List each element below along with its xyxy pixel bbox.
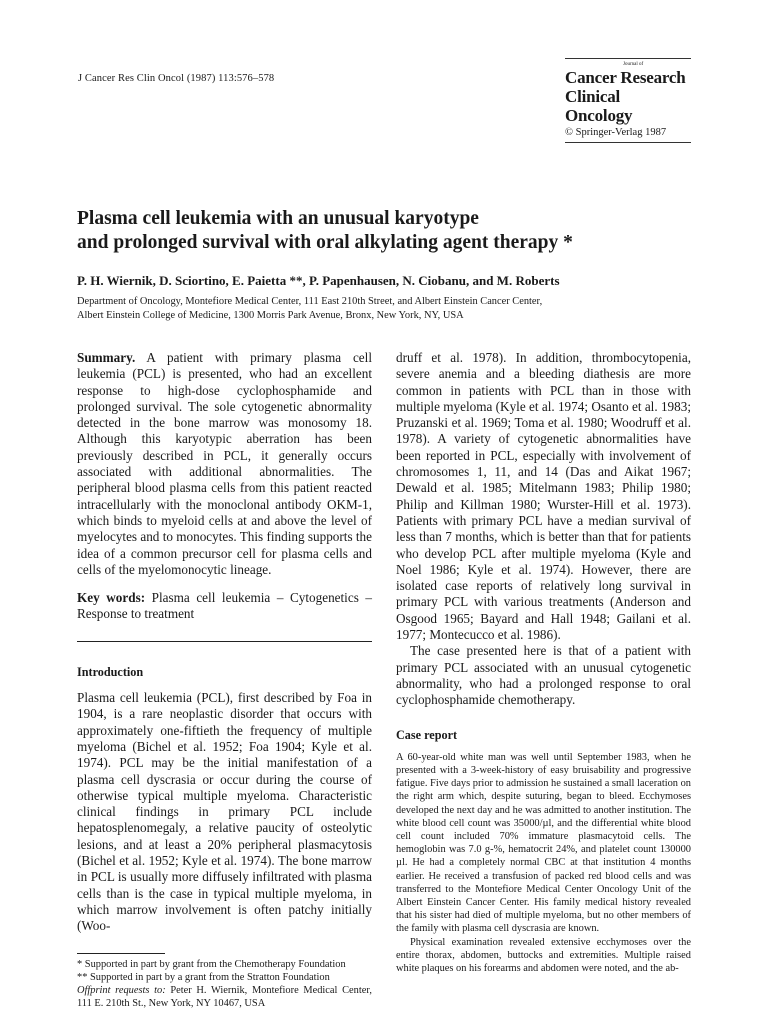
title-line-1: Plasma cell leukemia with an unusual karyotype [77,208,479,229]
summary [77,350,372,578]
offprint-text: Peter H. Wiernik, Montefiore Medical Center, 111 E. 210th St., New York, NY 10467, USA [77,984,372,1009]
offprint-label: Offprint requests to: [77,984,166,996]
offprint-note [77,984,372,1010]
logo-top-rule [565,58,691,59]
case-report-para-2: Physical examination revealed extensive ecchymoses over the entire thorax, abdomen, buttocks and extremities. Multiple raised white plaques on his forearms and abdomen were noted, and the ab- [396,936,691,975]
introduction-para-2: The case presented here is that of a patient with primary PCL associated with an unusual cytogenetic abnormality, who had a prolonged response to oral cyclophosphamide chemotherapy. [396,643,691,708]
introduction-heading: Introduction [77,664,144,679]
left-column [77,350,372,1010]
summary-text: A patient with primary plasma cell leukemia (PCL) is presented, who had an excellent response to high-dose cyclophosphamide and prolonged survival. The sole cytogenetic abnormality detected in the bone marrow was monosomy 18. Although this karyotypic aberration has been previously described in PCL, it generally occurs associated with additional abnormalities. The peripheral blood plasma cells from this patient reacted intracellularly with the monoclonal antibody OKM-1, which binds to myeloid cells at and above the level of myelocytes and to monocytes. This finding supports the idea of a common precursor cell for plasma cells and cells of the myelomonocytic lineage. [77,350,372,577]
journal-logo-tiny: Journal of [623,62,644,67]
logo-bottom-rule [565,142,691,143]
footnotes [77,958,372,1010]
article-title [77,207,697,255]
publisher-copyright: © Springer-Verlag 1987 [565,127,667,138]
journal-logo [565,58,691,143]
title-line-2: and prolonged survival with oral alkylating agent therapy * [77,232,573,253]
keywords-label: Key words: [77,590,146,606]
case-report-heading: Case report [396,727,458,742]
journal-citation: J Cancer Res Clin Oncol (1987) 113:576–578 [78,73,275,84]
footnote-rule [77,953,165,954]
case-report-para-1: A 60-year-old white man was well until September 1983, when he presented with a 3-week-history of easy bruisability and progressive fatigue. Five days prior to admission he sustained a small laceration on the right arm which, despite suturing, began to bleed. Ecchymoses developed the next day and he was admitted to another institution. The white blood cell count was 35000/µl, and the differential white blood cell count included 70% immature plasmacytoid cells. The hemoglobin was 7.0 g-%, hematocrit 24%, and platelet count 130000 µl. He had a completely normal CBC at that institution 4 months earlier. He received a transfusion of packed red blood cells and was transferred to the Montefiore Medical Center Oncology Unit of the Albert Einstein Cancer Center. His family medical history revealed that his sister had died of multiple myeloma, but no other members of the family with plasma cell dyscrasia are known. [396,751,691,935]
affiliation-line-1: Department of Oncology, Montefiore Medical Center, 111 East 210th Street, and Albert Einstein Cancer Center, [77,296,543,307]
section-divider [77,641,372,642]
introduction-text: Plasma cell leukemia (PCL), first described by Foa in 1904, is a rare neoplastic disorder that occurs with approximately one-fiftieth the frequency of multiple myeloma (Bichel et al. 1952; Foa 1904; Kyle et al. 1974). PCL may be the initial manifestation of a plasma cell dyscrasia or occur during the course of otherwise typical multiple myeloma. Characteristic clinical findings in primary PCL include hepatosplenomegaly, a relative paucity of osteolytic lesions, and at least a 20% peripheral plasmacytosis (Bichel et al. 1952; Kyle et al. 1974). The bone marrow in PCL is usually more diffusely infiltrated with plasma cells than is the case in typical multiple myeloma, in which marrow involvement is often patchy initially (Woo- [77,690,372,934]
right-column [396,350,691,975]
author-list: P. H. Wiernik, D. Sciortino, E. Paietta **, P. Papenhausen, N. Ciobanu, and M. Roberts [77,273,560,288]
footnote-2: ** Supported in part by a grant from the Stratton Foundation [77,971,330,983]
affiliation [77,295,697,323]
keywords-text: Plasma cell leukemia – Cytogenetics – Response to treatment [77,590,372,622]
introduction-continued: druff et al. 1978). In addition, thrombocytopenia, severe anemia and a bleeding diathesis are more common in patients with PCL than in those with multiple myeloma (Kyle et al. 1974; Osanto et al. 1983; Pruzanski et al. 1969; Toma et al. 1980; Woodruff et al. 1978). A variety of cytogenetic abnormalities have been reported in PCL, especially with involvement of chromosomes 1, 11, and 14 (Das and Aikat 1967; Dewald et al. 1985; Mitelmann 1983; Philip 1980; Philip and Killman 1980; Wurster-Hill et al. 1973). Patients with primary PCL have a median survival of less than 7 months, which is better than that for patients who develop PCL after multiple myeloma (Kyle and Noel 1986; Kyle et al. 1974). However, there are isolated case reports of relatively long survival in primary PCL with various treatments (Anderson and Osgood 1965; Bayard and Hall 1948; Gailani et al. 1977; Montecucco et al. 1986). [396,350,691,643]
journal-name-line1: Cancer Research [565,68,686,87]
footnote-1: * Supported in part by grant from the Chemotherapy Foundation [77,958,346,970]
journal-name-line2: Clinical Oncology [565,87,633,125]
affiliation-line-2: Albert Einstein College of Medicine, 1300 Morris Park Avenue, Bronx, New York, NY, USA [77,310,464,321]
keywords [77,590,372,623]
summary-label: Summary. [77,350,136,365]
